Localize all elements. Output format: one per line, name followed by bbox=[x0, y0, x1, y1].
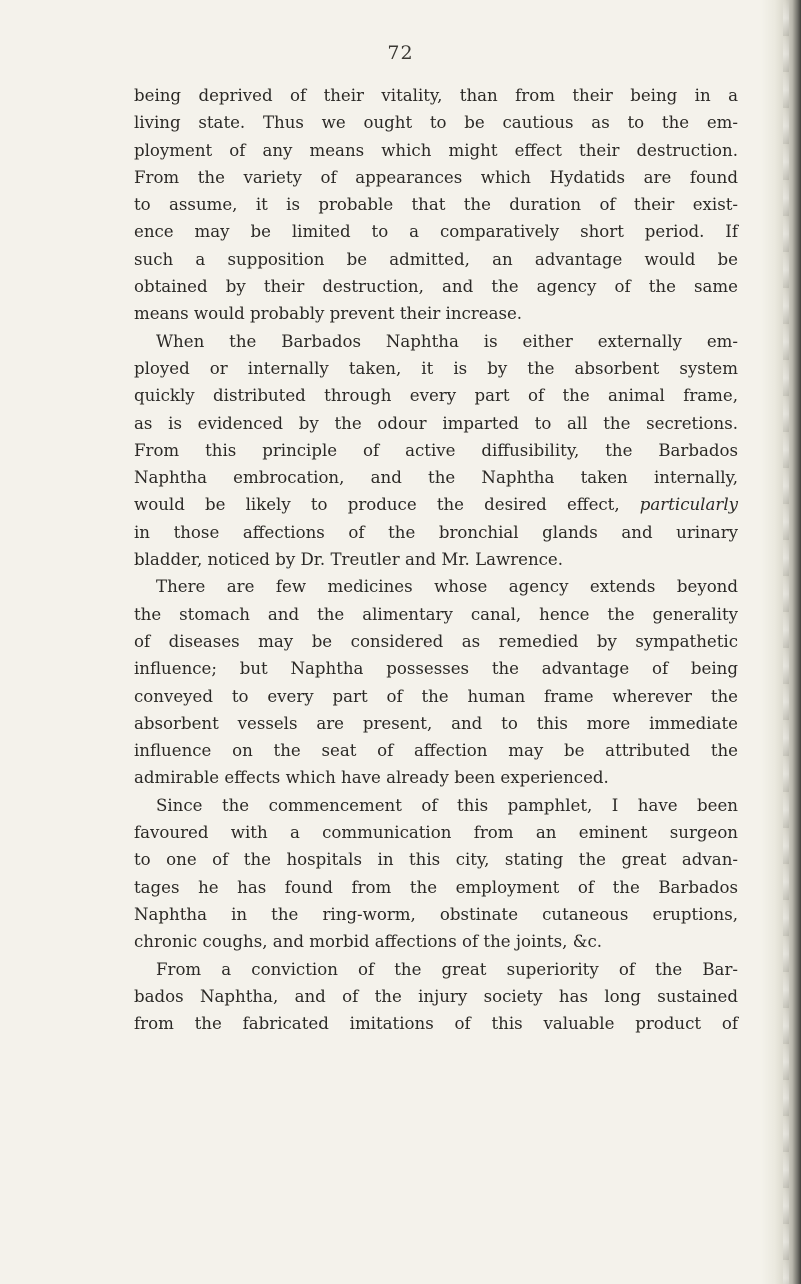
text-line: to one of the hospitals in this city, stating the great advan- bbox=[134, 850, 738, 870]
text-line: in those affections of the bronchial glands and urinary bbox=[134, 522, 738, 542]
text-line: ployment of any means which might effect their destruction. bbox=[134, 140, 738, 160]
text-line: to assume, it is probable that the duration of their exist- bbox=[134, 195, 738, 215]
text-line: admirable effects which have already been experienced. bbox=[134, 768, 609, 788]
paragraph-start-line: Since the commencement of this pamphlet, I have been bbox=[156, 795, 738, 815]
text-line: obtained by their destruction, and the agency of the same bbox=[134, 277, 738, 297]
text-line: ployed or internally taken, it is by the absorbent system bbox=[134, 358, 738, 378]
page-number: 72 bbox=[387, 42, 414, 64]
text-line: quickly distributed through every part of the animal frame, bbox=[134, 386, 738, 406]
text-line: favoured with a communication from an eminent surgeon bbox=[134, 823, 738, 843]
paragraph-start-line: From a conviction of the great superiority of the Bar- bbox=[156, 959, 738, 979]
text-line: tages he has found from the employment of the Barbados bbox=[134, 877, 738, 897]
text-line: bladder, noticed by Dr. Treutler and Mr. Lawrence. bbox=[134, 550, 564, 570]
paragraph-start-line: When the Barbados Naphtha is either externally em- bbox=[156, 331, 738, 351]
text-line: such a supposition be admitted, an advantage would be bbox=[134, 249, 738, 269]
text-line: influence on the seat of affection may be attributed the bbox=[134, 741, 738, 761]
text-line: influence; but Naphtha possesses the advantage of being bbox=[134, 659, 738, 679]
text-line: of diseases may be considered as remedied by sympathetic bbox=[134, 631, 738, 651]
text-line: bados Naphtha, and of the injury society has long sustained bbox=[134, 986, 738, 1006]
body-text bbox=[134, 82, 738, 1037]
text-line: from the fabricated imitations of this valuable product of bbox=[134, 1014, 738, 1034]
text-line-with-italic bbox=[134, 491, 738, 518]
text-line: From this principle of active diffusibility, the Barbados bbox=[134, 440, 738, 460]
page-binding-edge bbox=[761, 0, 801, 1284]
text-segment: would be likely to produce the desired effect, bbox=[134, 495, 640, 515]
text-line: means would probably prevent their increase. bbox=[134, 304, 523, 324]
paragraph-start-line: There are few medicines whose agency extends beyond bbox=[156, 577, 738, 597]
text-line: Naphtha in the ring-worm, obstinate cutaneous eruptions, bbox=[134, 904, 738, 924]
text-line: conveyed to every part of the human frame wherever the bbox=[134, 686, 738, 706]
text-line: From the variety of appearances which Hydatids are found bbox=[134, 167, 738, 187]
text-line: absorbent vessels are present, and to this more immediate bbox=[134, 713, 738, 733]
italic-word: particularly bbox=[639, 495, 738, 515]
text-line: as is evidenced by the odour imparted to all the secretions. bbox=[134, 413, 738, 433]
text-line: living state. Thus we ought to be cautious as to the em- bbox=[134, 113, 738, 133]
text-line: Naphtha embrocation, and the Naphtha taken internally, bbox=[134, 468, 738, 488]
text-line: being deprived of their vitality, than from their being in a bbox=[134, 86, 738, 105]
text-line: the stomach and the alimentary canal, hence the generality bbox=[134, 604, 738, 624]
text-line: chronic coughs, and morbid affections of the joints, &c. bbox=[134, 932, 603, 952]
text-line: ence may be limited to a comparatively short period. If bbox=[134, 222, 738, 242]
